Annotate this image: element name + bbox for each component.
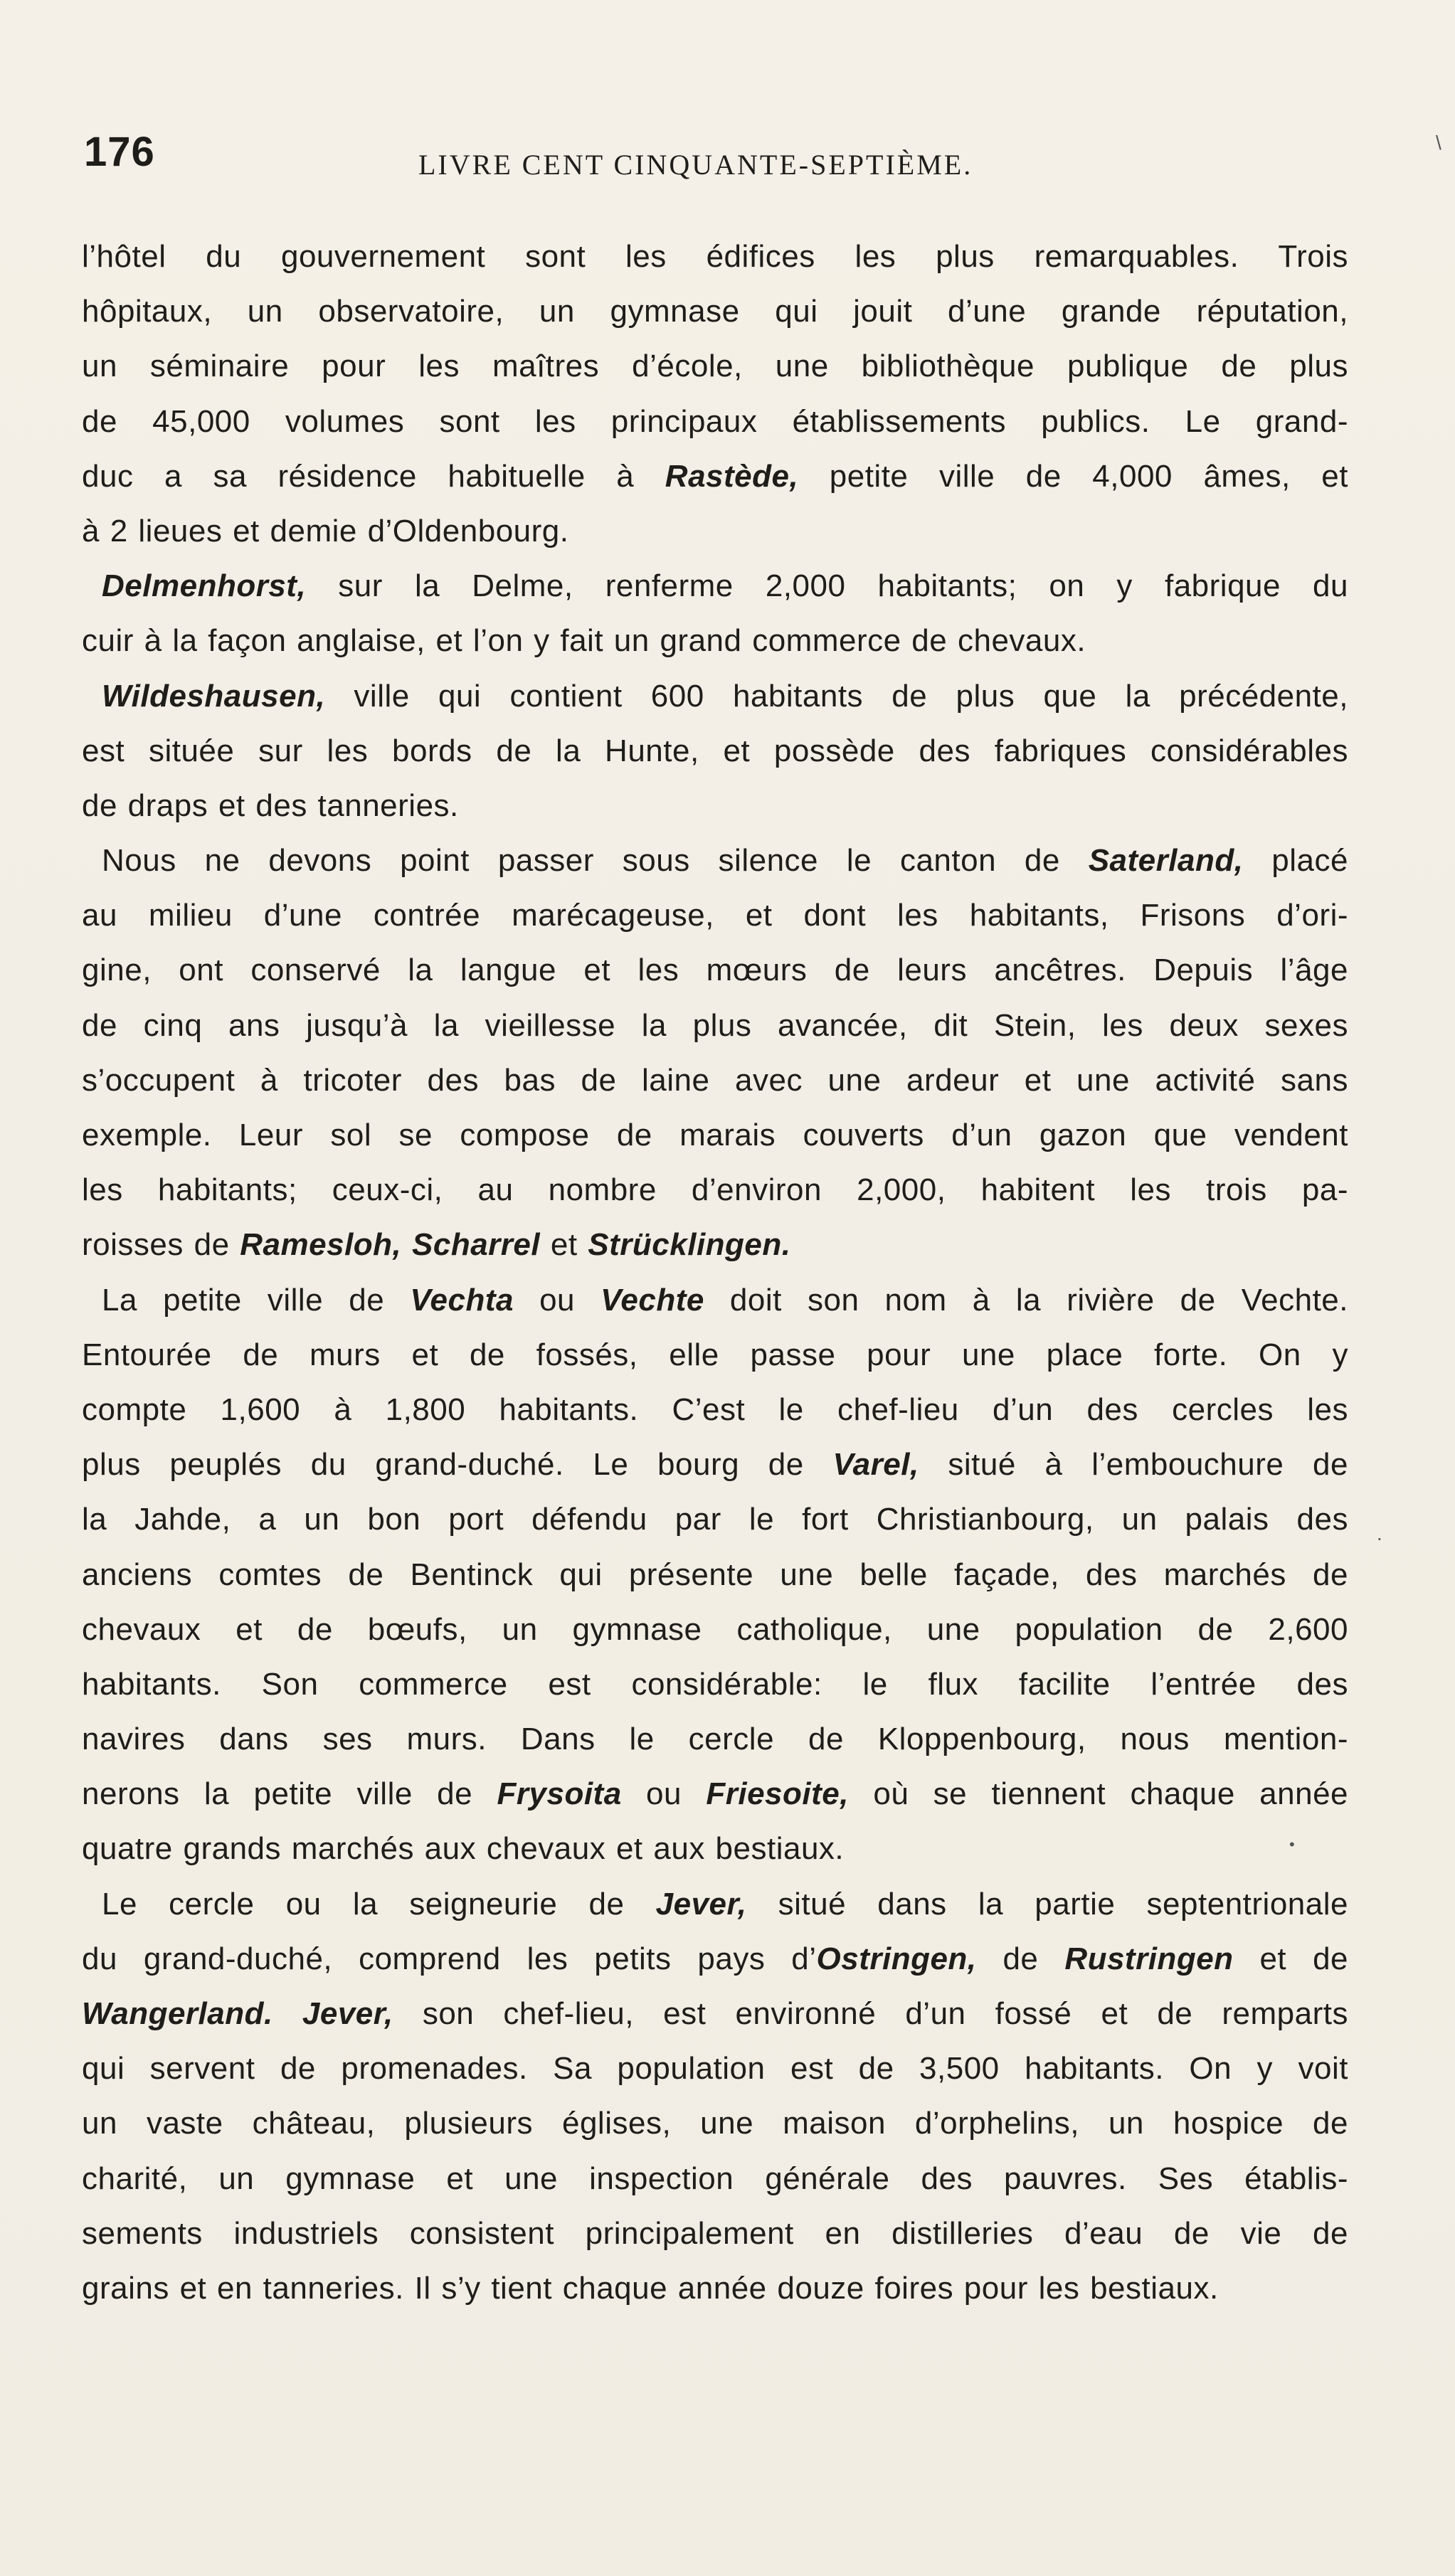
text-line (82, 1327, 1348, 1382)
running-head: LIVRE CENT CINQUANTE-SEPTIÈME. (418, 149, 973, 181)
line-text: navires dans ses murs. Dans le cercle de Kloppenbourg, nous mention- (82, 1722, 1348, 1757)
line-text: Entourée de murs et de fossés, elle passe pour une place forte. On y (82, 1337, 1348, 1372)
line-text: sur la Delme, renferme 2,000 habitants; on y fabrique du (306, 568, 1348, 604)
line-text: compte 1,600 à 1,800 habitants. C’est le chef-lieu d’un des cercles les (82, 1392, 1348, 1427)
text-line (82, 1162, 1348, 1217)
line-text: petite ville de 4,000 âmes, et (798, 458, 1349, 494)
text-line (82, 723, 1348, 778)
line-text: duc a sa résidence habituelle à (82, 458, 665, 494)
italic-place-name: Frysoita (497, 1776, 622, 1812)
text-line (82, 1986, 1348, 2041)
line-text: de (976, 1941, 1065, 1976)
text-line (82, 1492, 1348, 1547)
text-line (82, 1382, 1348, 1437)
text-line (82, 998, 1348, 1053)
line-text: hôpitaux, un observatoire, un gymnase qui jouit d’une grande réputation, (82, 294, 1348, 329)
margin-mark: . (1377, 1522, 1382, 1544)
italic-place-name: Rastède, (665, 458, 799, 494)
line-text: grains et en tanneries. Il s’y tient chaque année douze foires pour les bestiaux. (82, 2270, 1219, 2306)
line-text: qui servent de promenades. Sa population est de 3,500 habitants. On y voit (82, 2051, 1348, 2087)
italic-place-name: Vechta (410, 1282, 514, 1318)
text-line (82, 2096, 1348, 2151)
line-text: habitants. Son commerce est considérable: le flux facilite l’entrée des (82, 1666, 1348, 1702)
italic-place-name: Strücklingen. (588, 1227, 791, 1263)
line-text: chevaux et de bœufs, un gymnase catholique, une population de 2,600 (82, 1611, 1348, 1647)
text-line (82, 2261, 1348, 2316)
text-line (82, 1712, 1348, 1766)
italic-place-name: Jever, (655, 1886, 747, 1922)
italic-place-name: Vechte (600, 1282, 704, 1318)
text-line (82, 284, 1348, 339)
text-line (82, 1766, 1348, 1821)
line-text: placé (1243, 843, 1348, 879)
text-line (82, 504, 1348, 558)
italic-place-name: Wildeshausen, (102, 678, 326, 714)
line-text: un séminaire pour les maîtres d’école, une bibliothèque publique de plus (82, 349, 1348, 384)
text-line (82, 558, 1348, 613)
text-line (82, 888, 1348, 943)
line-text: situé à l’embouchure de (919, 1447, 1348, 1483)
line-text: et (540, 1227, 588, 1263)
line-text: exemple. Leur sol se compose de marais couverts d’un gazon que vendent (82, 1118, 1348, 1152)
text-line (82, 943, 1348, 997)
line-text: au milieu d’une contrée marécageuse, et dont les habitants, Frisons d’ori- (82, 898, 1348, 933)
line-text: et de (1233, 1941, 1349, 1976)
page-header (84, 128, 1365, 192)
text-line (82, 833, 1348, 888)
line-text: La petite ville de (102, 1282, 411, 1318)
line-text: nerons la petite ville de (82, 1776, 497, 1812)
line-text: un vaste château, plusieurs églises, une maison d’orphelins, un hospice de (82, 2106, 1348, 2141)
italic-place-name: Rustringen (1064, 1941, 1234, 1976)
italic-place-name: Wangerland. Jever, (82, 1996, 393, 2031)
italic-place-name: Delmenhorst, (102, 568, 307, 604)
line-text: l’hôtel du gouvernement sont les édifices les plus remarquables. Trois (82, 239, 1348, 274)
line-text: roisses de (82, 1227, 240, 1263)
line-text: la Jahde, a un bon port défendu par le fort Christianbourg, un palais des (82, 1502, 1348, 1537)
line-text: cuir à la façon anglaise, et l’on y fait un grand commerce de chevaux. (82, 623, 1086, 659)
italic-place-name: Varel, (832, 1447, 919, 1483)
line-text: à 2 lieues et demie d’Oldenbourg. (82, 513, 569, 548)
line-text: quatre grands marchés aux chevaux et aux bestiaux. (82, 1831, 845, 1867)
italic-place-name: Friesoite, (706, 1776, 849, 1812)
text-line (82, 229, 1348, 284)
text-line (82, 1273, 1348, 1327)
line-text: ville qui contient 600 habitants de plus que la précédente, (325, 678, 1348, 714)
text-line (82, 1547, 1348, 1602)
line-text: Nous ne devons point passer sous silence le canton de (102, 843, 1089, 879)
line-text: les habitants; ceux-ci, au nombre d’environ 2,000, habitent les trois pa- (82, 1172, 1348, 1208)
text-line (82, 1657, 1348, 1712)
text-line (82, 669, 1348, 723)
text-line (82, 2206, 1348, 2261)
line-text: où se tiennent chaque année (848, 1776, 1349, 1812)
italic-place-name: Ramesloh, Scharrel (240, 1227, 541, 1263)
margin-mark: \ (1436, 132, 1441, 154)
line-text: ou (621, 1776, 707, 1812)
text-line (82, 394, 1348, 449)
text-line (82, 2041, 1348, 2096)
text-line (82, 613, 1348, 668)
line-text: est située sur les bords de la Hunte, et possède des fabriques considérables (82, 733, 1348, 768)
text-line (82, 1053, 1348, 1108)
italic-place-name: Saterland, (1088, 843, 1244, 879)
line-text: charité, un gymnase et une inspection générale des pauvres. Ses établis- (82, 2161, 1348, 2196)
line-text: de 45,000 volumes sont les principaux établissements publics. Le grand- (82, 403, 1348, 439)
line-text: plus peuplés du grand-duché. Le bourg de (82, 1447, 833, 1483)
text-line (82, 2151, 1348, 2206)
text-line (82, 1931, 1348, 1986)
line-text: du grand-duché, comprend les petits pays d’ (82, 1941, 817, 1976)
text-line (82, 339, 1348, 393)
line-text: de draps et des tanneries. (82, 788, 459, 823)
line-text: anciens comtes de Bentinck qui présente une belle façade, des marchés de (82, 1557, 1348, 1592)
line-text: situé dans la partie septentrionale (746, 1886, 1348, 1922)
line-text: sements industriels consistent principalement en distilleries d’eau de vie de (82, 2215, 1348, 2251)
text-line (82, 778, 1348, 833)
line-text: ou (513, 1282, 601, 1318)
text-line (82, 1217, 1348, 1272)
line-text: s’occupent à tricoter des bas de laine avec une ardeur et une activité sans (82, 1062, 1348, 1098)
text-line (82, 1108, 1348, 1162)
line-text: doit son nom à la rivière de Vechte. (704, 1282, 1349, 1318)
line-text: de cinq ans jusqu’à la vieillesse la plus avancée, dit Stein, les deux sexes (82, 1007, 1348, 1043)
page-number: 176 (84, 129, 155, 175)
text-line (82, 1602, 1348, 1657)
line-text: gine, ont conservé la langue et les mœurs de leurs ancêtres. Depuis l’âge (82, 953, 1348, 988)
line-text: Le cercle ou la seigneurie de (102, 1886, 656, 1922)
line-text: son chef-lieu, est environné d’un fossé et de remparts (393, 1996, 1348, 2031)
text-line (82, 1437, 1348, 1492)
text-line (82, 1877, 1348, 1931)
body-text (82, 229, 1348, 2316)
text-line (82, 1821, 1348, 1876)
italic-place-name: Ostringen, (816, 1941, 977, 1976)
text-line (82, 449, 1348, 504)
margin-mark: • (1289, 1835, 1295, 1853)
